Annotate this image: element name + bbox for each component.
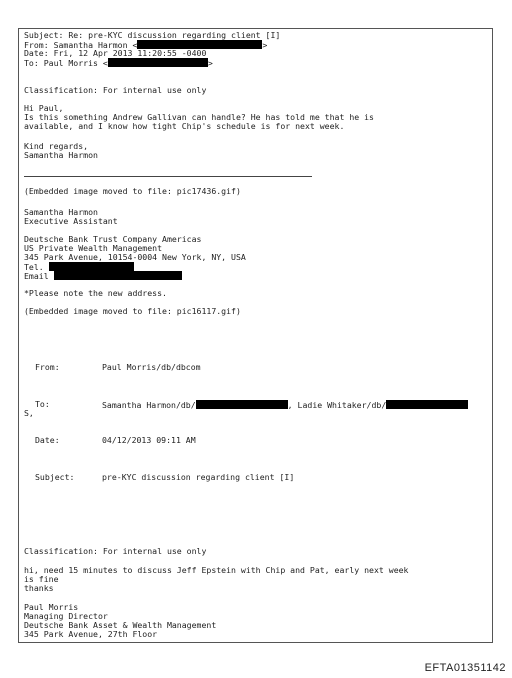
- redaction-box: [54, 271, 182, 280]
- signature-title: Managing Director: [24, 611, 108, 621]
- redaction-box: [108, 58, 208, 67]
- forwarded-date-label: Date:: [35, 435, 60, 445]
- address-note: *Please note the new address.: [24, 288, 167, 298]
- signature-tel: Tel.: [24, 262, 134, 272]
- separator-rule: [24, 176, 312, 177]
- forwarded-from-label: From:: [35, 362, 60, 372]
- forwarded-to-label: To:: [35, 399, 50, 409]
- redaction-box: [49, 262, 134, 271]
- body-line: thanks: [24, 583, 54, 593]
- email-to: To: Paul Morris < >: [24, 58, 213, 68]
- body-line: hi, need 15 minutes to discuss Jeff Epstein with Chip and Pat, early next week: [24, 565, 409, 575]
- redaction-box: [196, 400, 288, 409]
- email-date: Date: Fri, 12 Apr 2013 11:20:55 -0400: [24, 48, 207, 58]
- forwarded-to-value: Samantha Harmon/db/ , Ladie Whitaker/db/: [102, 400, 468, 410]
- body-line: available, and I know how tight Chip's schedule is for next week.: [24, 121, 345, 131]
- signature-company: Deutsche Bank Asset & Wealth Management: [24, 620, 217, 630]
- signature-name: Paul Morris: [24, 602, 79, 612]
- closing: Kind regards,: [24, 141, 89, 151]
- embedded-image-note: (Embedded image moved to file: pic16117.gif): [24, 306, 241, 316]
- embedded-image-note: (Embedded image moved to file: pic17436.gif): [24, 186, 241, 196]
- classification-label: Classification: For internal use only: [24, 85, 207, 95]
- redaction-box: [386, 400, 468, 409]
- email-from: From: Samantha Harmon < >: [24, 40, 268, 50]
- signature-address: 345 Park Avenue, 10154-0004 New York, NY, USA: [24, 252, 246, 262]
- forwarded-to-wrap: S,: [24, 408, 34, 418]
- closing-name: Samantha Harmon: [24, 150, 98, 160]
- signature-address: 345 Park Avenue, 27th Floor: [24, 629, 158, 639]
- classification-label: Classification: For internal use only: [24, 546, 207, 556]
- forwarded-from-value: Paul Morris/db/dbcom: [102, 362, 201, 372]
- signature-title: Executive Assistant: [24, 216, 118, 226]
- signature-company: US Private Wealth Management: [24, 243, 163, 253]
- signature-name: Samantha Harmon: [24, 207, 98, 217]
- greeting: Hi Paul,: [24, 103, 64, 113]
- body-line: is fine: [24, 574, 59, 584]
- signature-company: Deutsche Bank Trust Company Americas: [24, 234, 202, 244]
- document-id: EFTA01351142: [424, 662, 506, 674]
- forwarded-subject-label: Subject:: [35, 472, 75, 482]
- body-line: Is this something Andrew Gallivan can handle? He has told me that he is: [24, 112, 374, 122]
- forwarded-date-value: 04/12/2013 09:11 AM: [102, 435, 196, 445]
- email-subject: Subject: Re: pre-KYC discussion regarding client [I]: [24, 30, 281, 40]
- signature-email: Email: [24, 271, 182, 281]
- forwarded-subject-value: pre-KYC discussion regarding client [I]: [102, 472, 295, 482]
